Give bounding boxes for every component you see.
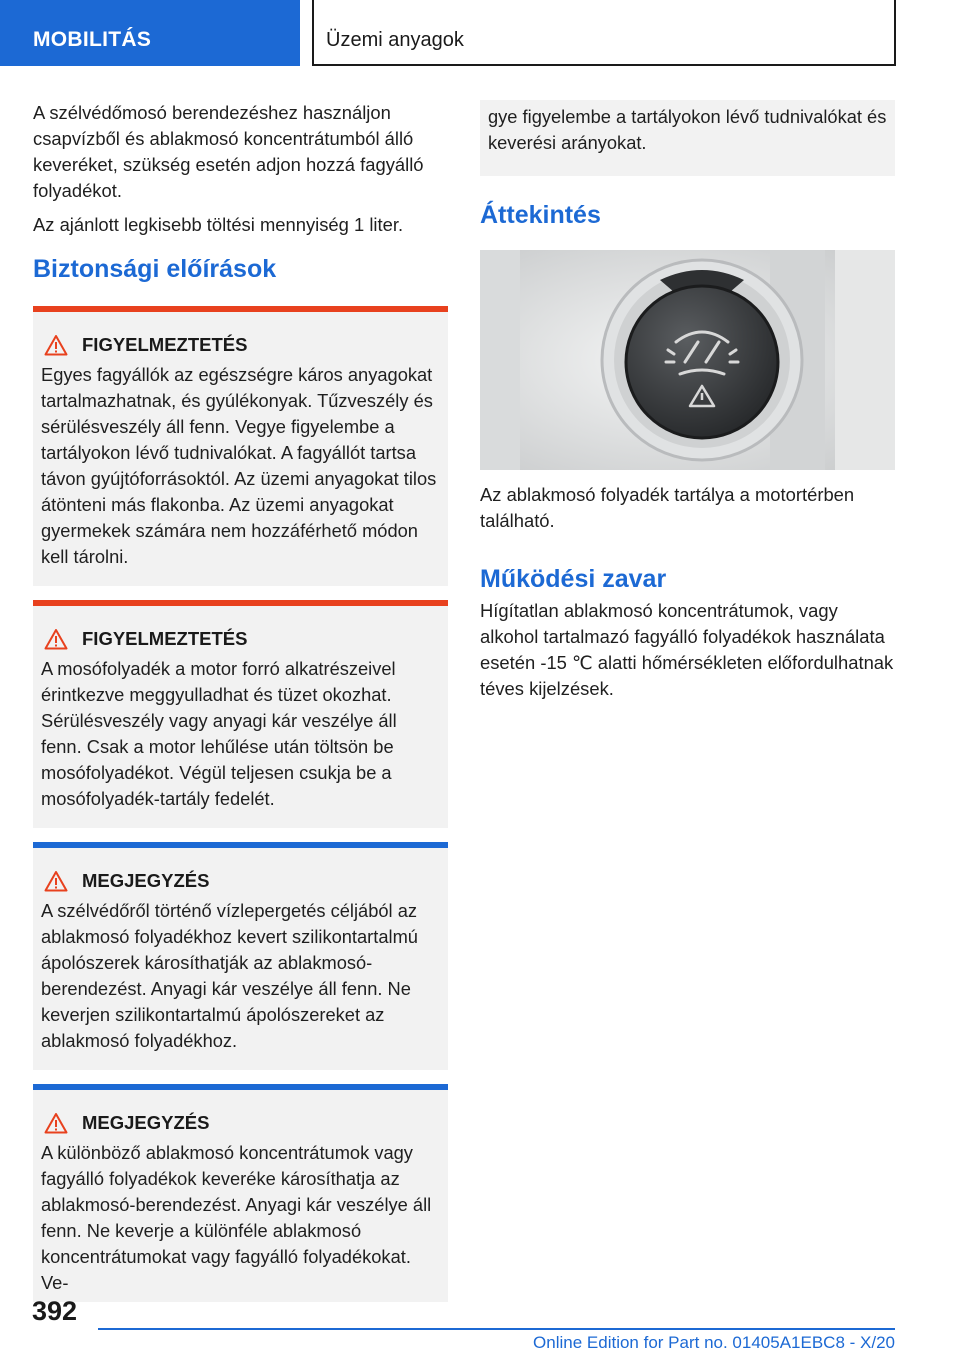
washer-reservoir-figure — [480, 250, 895, 470]
warning-box — [33, 600, 448, 828]
chapter-title: Üzemi anyagok — [312, 0, 896, 66]
footer-divider — [98, 1328, 895, 1330]
note-box — [33, 842, 448, 1070]
warning-text: Egyes fagyállók az egészségre káros anyagokat tartalmazhatnak, és gyúlékonyak. Tűzveszély és sérülésveszély áll fenn. Vegye figyelembe a tartályokon lévő tudnivalókat. A fagyállót tartsa távon gyújtóforrásoktól. Az üzemi anyagokat tilos átönteni más flakonba. Az üzemi anyagokat gyermekek számára nem hozzáférhető módon kell tárolni. — [41, 364, 437, 567]
safety-heading: Biztonsági előírások — [33, 255, 277, 283]
warning-text: A mosófolyadék a motor forró alkatrészeivel érintkezve meggyulladhat és tüzet okozhat. Sérülésveszély vagy anyagi kár veszélye áll fenn. Csak a motor lehűlése után töltsön be mosófolyadékot. Végül teljesen csukja be a mosófolyadék-tartály fedelét. — [41, 658, 397, 809]
warning-triangle-icon — [44, 1112, 68, 1134]
figure-caption: Az ablakmosó folyadék tartálya a motortérben található. — [480, 484, 855, 531]
note-text: A különböző ablakmosó koncentrátumok vagy fagyálló folyadékok keveréke károsíthatja az ablakmosó-berendezést. Anyagi kár veszélye áll fenn. Ne keverje a különféle ablakmosó koncentrátumokat vagy fagyálló folyadékokat. Ve- — [41, 1142, 432, 1293]
fault-paragraph: Hígítatlan ablakmosó koncentrátumok, vagy alkohol tartalmazó fagyálló folyadékok használata esetén -15 ℃ alatti hőmérsékleten előfordulhatnak téves kijelzések. — [480, 600, 894, 699]
warning-triangle-icon — [44, 334, 68, 356]
section-tab: MOBILITÁS — [0, 0, 300, 66]
warning-label: FIGYELMEZTETÉS — [82, 628, 248, 649]
note-label: MEGJEGYZÉS — [82, 870, 210, 891]
page-number: 392 — [32, 1296, 78, 1326]
warning-box-title — [41, 628, 440, 650]
continued-note — [480, 100, 895, 176]
intro-paragraph: A szélvédőmosó berendezéshez használjon csapvízből és ablakmosó koncentrátumból álló keveréket, szükség esetén adjon hozzá fagyálló folyadékot. — [33, 102, 424, 201]
edition-note: Online Edition for Part no. 01405A1EBC8 - X/20 — [533, 1333, 895, 1352]
page-header — [0, 0, 960, 66]
right-column — [480, 100, 895, 710]
continued-note-text: gye figyelembe a tartályokon lévő tudnivalókat és keverési arányokat. — [488, 106, 887, 153]
warning-triangle-icon — [44, 870, 68, 892]
overview-heading: Áttekintés — [480, 201, 601, 229]
warning-box — [33, 306, 448, 586]
left-column — [33, 100, 448, 1316]
warning-box-title — [41, 334, 440, 356]
note-label: MEGJEGYZÉS — [82, 1112, 210, 1133]
warning-triangle-icon — [44, 628, 68, 650]
warning-label: FIGYELMEZTETÉS — [82, 334, 248, 355]
note-box-title — [41, 870, 440, 892]
note-box-title — [41, 1112, 440, 1134]
fill-quantity-paragraph: Az ajánlott legkisebb töltési mennyiség 1 liter. — [33, 214, 404, 235]
fault-heading: Működési zavar — [480, 565, 667, 593]
note-text: A szélvédőről történő vízlepergetés céljából az ablakmosó folyadékhoz kevert szilikontartalmú ápolószerek károsíthatják az ablakmosó-berendezést. Anyagi kár veszélye áll fenn. Ne keverjen szilikontartalmú ápolószereket az ablakmosó folyadékhoz. — [41, 900, 418, 1051]
washer-reservoir-photo — [480, 250, 895, 470]
note-box — [33, 1084, 448, 1302]
